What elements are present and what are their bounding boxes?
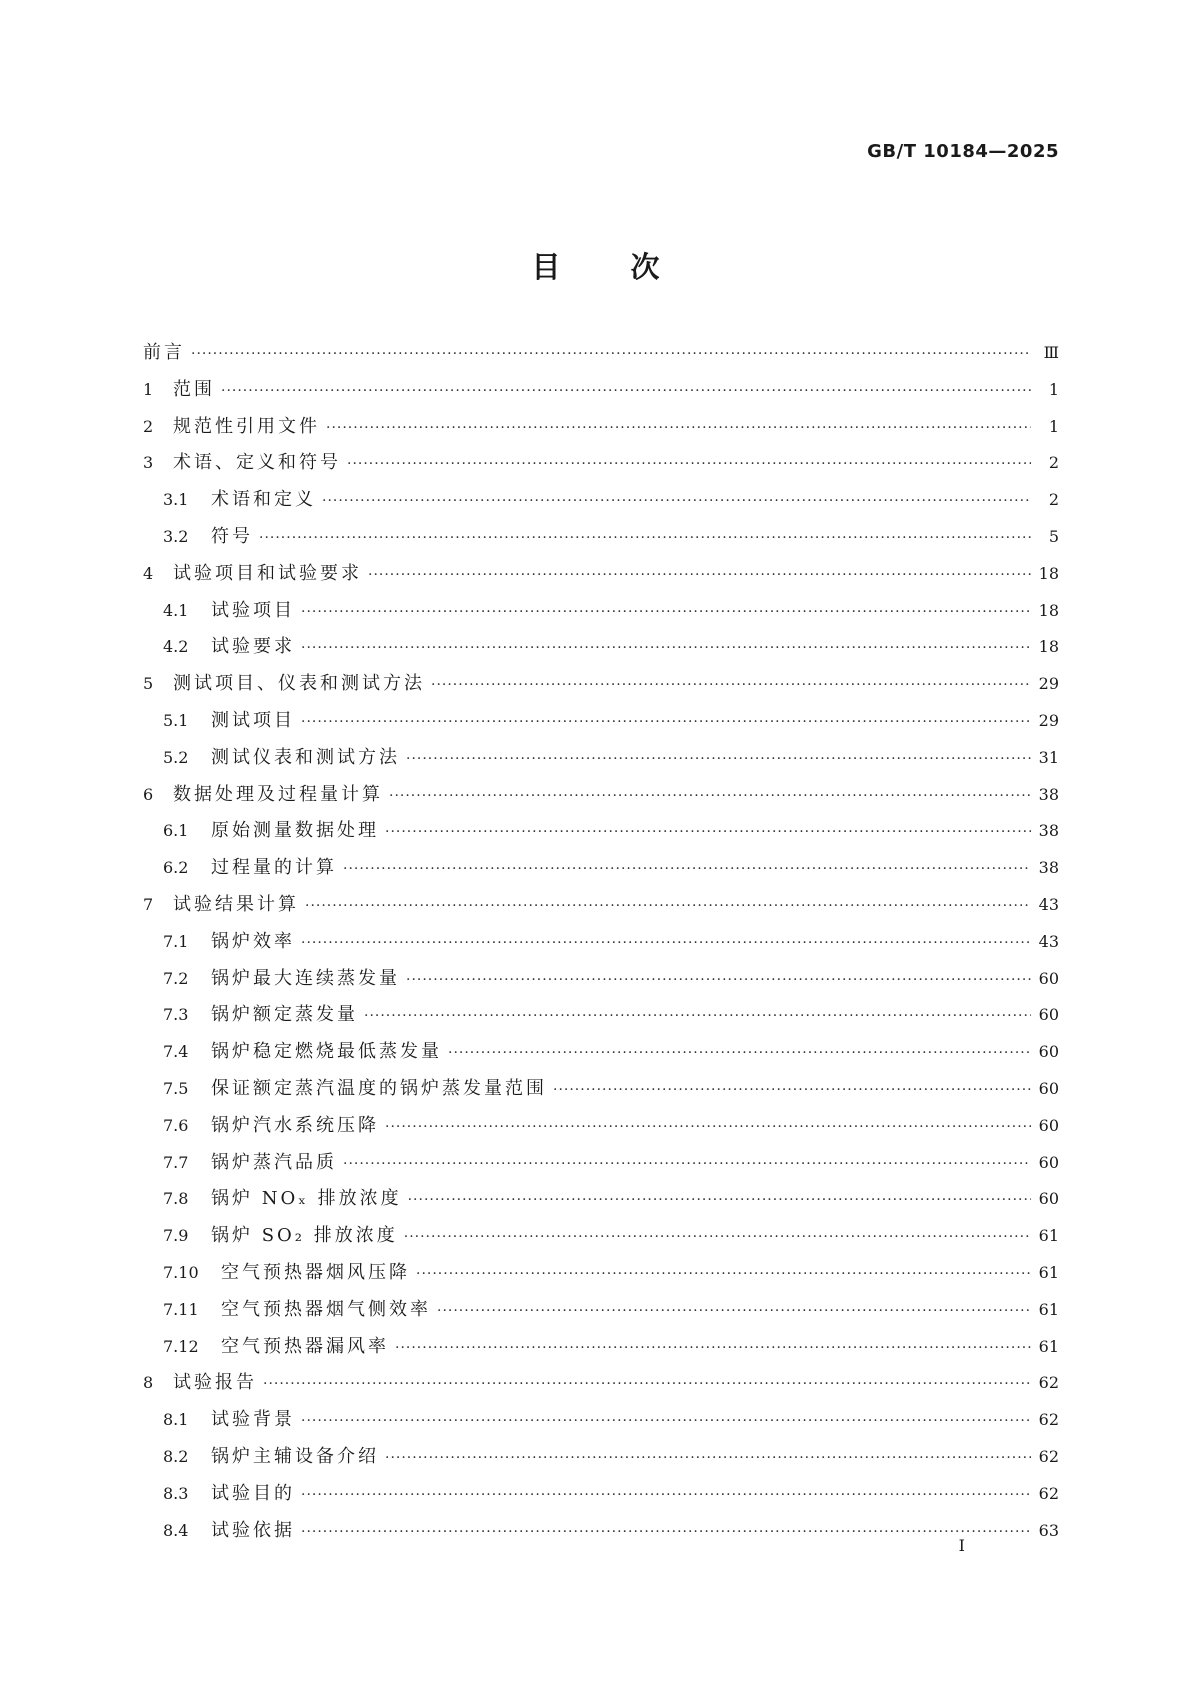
- toc-leader-dots: [431, 677, 1031, 693]
- toc-leader-dots: [385, 824, 1031, 840]
- toc-entry-label: 空气预热器烟风压降: [221, 1261, 410, 1283]
- toc-entry-number: 6.2: [163, 858, 189, 878]
- toc-leader-dots: [385, 1450, 1031, 1466]
- toc-entry-number: 8.3: [163, 1483, 189, 1503]
- toc-entry-page: 62: [1038, 1446, 1059, 1466]
- toc-entry[interactable]: [143, 669, 1059, 706]
- toc-entry-label: 试验要求: [211, 636, 295, 658]
- toc-entry-label: 符号: [211, 525, 253, 547]
- toc-entry-number: 7.3: [163, 1005, 189, 1025]
- toc-entry-number: 7.4: [163, 1042, 189, 1062]
- toc-entry-label: 测试仪表和测试方法: [211, 746, 400, 768]
- toc-entry-number: 7.5: [163, 1078, 189, 1098]
- toc-leader-dots: [263, 1376, 1031, 1392]
- toc-entry[interactable]: [143, 1221, 1059, 1258]
- toc-entry-page: 18: [1038, 563, 1059, 583]
- toc-entry-page: 29: [1038, 710, 1059, 730]
- toc-entry-page: 61: [1038, 1299, 1059, 1319]
- toc-leader-dots: [301, 714, 1031, 730]
- toc-entry-page: 38: [1038, 821, 1059, 841]
- toc-entry-number: 4.2: [163, 637, 189, 657]
- toc-entry[interactable]: [143, 1479, 1059, 1516]
- toc-entry-number: 3: [143, 453, 154, 473]
- toc-entry-number: 6: [143, 784, 154, 804]
- toc-leader-dots: [364, 1008, 1031, 1024]
- toc-entry-page: 62: [1038, 1373, 1059, 1393]
- toc-entry-page: 60: [1038, 1189, 1059, 1209]
- toc-entry[interactable]: [143, 448, 1059, 485]
- toc-entry-label: 锅炉额定蒸发量: [211, 1004, 358, 1026]
- toc-entry-label: 前言: [143, 342, 185, 363]
- toc-entry-number: 5: [143, 674, 154, 694]
- toc-entry-number: 8.4: [163, 1520, 189, 1540]
- toc-entry-page: 2: [1048, 490, 1059, 510]
- toc-entry-number: 8: [143, 1373, 154, 1393]
- toc-entry[interactable]: [143, 706, 1059, 743]
- toc-entry[interactable]: [143, 485, 1059, 522]
- page-title: [0, 245, 1191, 286]
- toc-entry[interactable]: [143, 1184, 1059, 1221]
- toc-entry-label: 试验结果计算: [173, 893, 299, 915]
- toc-leader-dots: [301, 935, 1031, 951]
- toc-entry-page: 62: [1038, 1483, 1059, 1503]
- toc-entry-label: 范围: [173, 378, 215, 400]
- toc-entry-page: 5: [1048, 526, 1059, 546]
- toc-entry-page: 18: [1038, 600, 1059, 620]
- toc-leader-dots: [322, 493, 1031, 509]
- toc-entry-label: 测试项目、仪表和测试方法: [173, 673, 425, 695]
- toc-entry-page: 1: [1048, 416, 1059, 436]
- toc-entry-number: 7.7: [163, 1152, 189, 1172]
- toc-leader-dots: [448, 1045, 1031, 1061]
- toc-entry-number: 5.1: [163, 710, 189, 730]
- toc-entry-page: 60: [1038, 1005, 1059, 1025]
- toc-entry[interactable]: [143, 1295, 1059, 1332]
- toc-entry[interactable]: [143, 1074, 1059, 1111]
- toc-entry-page: 63: [1038, 1520, 1059, 1540]
- toc-entry[interactable]: [143, 1332, 1059, 1369]
- toc-entry-label: 试验目的: [211, 1482, 295, 1504]
- toc-entry-page: 60: [1038, 1078, 1059, 1098]
- table-of-contents: [143, 338, 1059, 1552]
- toc-entry-label: 试验报告: [173, 1372, 257, 1394]
- toc-entry[interactable]: [143, 1368, 1059, 1405]
- toc-leader-dots: [301, 1524, 1031, 1540]
- toc-entry-page: 43: [1038, 931, 1059, 951]
- toc-entry-page: 38: [1038, 784, 1059, 804]
- toc-entry[interactable]: [143, 375, 1059, 412]
- toc-leader-dots: [326, 420, 1031, 436]
- title-char-2: 次: [630, 250, 660, 284]
- page-number: I: [958, 1536, 965, 1555]
- toc-entry-label: 保证额定蒸汽温度的锅炉蒸发量范围: [211, 1077, 547, 1099]
- toc-entry[interactable]: [143, 853, 1059, 890]
- toc-leader-dots: [301, 604, 1031, 620]
- toc-entry[interactable]: [143, 412, 1059, 449]
- title-char-1: 目: [531, 250, 561, 284]
- toc-leader-dots: [404, 1229, 1031, 1245]
- toc-leader-dots: [301, 1487, 1031, 1503]
- toc-entry-page: 43: [1038, 894, 1059, 914]
- toc-leader-dots: [406, 972, 1031, 988]
- toc-entry-label: 规范性引用文件: [173, 415, 320, 437]
- toc-entry-number: 3.2: [163, 526, 189, 546]
- toc-entry-number: 3.1: [163, 490, 189, 510]
- toc-leader-dots: [301, 1413, 1031, 1429]
- toc-entry-label: 试验项目: [211, 599, 295, 621]
- toc-entry[interactable]: [143, 1442, 1059, 1479]
- toc-entry-number: 7.9: [163, 1226, 189, 1246]
- toc-leader-dots: [305, 898, 1031, 914]
- toc-entry[interactable]: [143, 743, 1059, 780]
- toc-entry[interactable]: [143, 559, 1059, 596]
- toc-leader-dots: [385, 1119, 1031, 1135]
- toc-entry-page: 61: [1038, 1226, 1059, 1246]
- toc-entry-number: 4.1: [163, 600, 189, 620]
- toc-entry-label: 锅炉稳定燃烧最低蒸发量: [211, 1041, 442, 1063]
- toc-entry-label: 锅炉 NOₓ 排放浓度: [211, 1188, 402, 1210]
- toc-entry[interactable]: [143, 1516, 1059, 1553]
- toc-entry-label: 过程量的计算: [211, 857, 337, 879]
- toc-entry[interactable]: [143, 816, 1059, 853]
- toc-entry-label: 术语、定义和符号: [173, 452, 341, 474]
- toc-entry-number: 2: [143, 416, 154, 436]
- toc-leader-dots: [368, 567, 1031, 583]
- toc-entry-page: 31: [1038, 747, 1059, 767]
- toc-entry-label: 锅炉主辅设备介绍: [211, 1445, 379, 1467]
- toc-entry-page: 60: [1038, 1115, 1059, 1135]
- toc-entry-label: 空气预热器烟气侧效率: [221, 1298, 431, 1320]
- toc-leader-dots: [408, 1192, 1031, 1208]
- toc-entry-number: 7.6: [163, 1115, 189, 1135]
- toc-entry-page: 60: [1038, 1042, 1059, 1062]
- toc-entry-number: 4: [143, 563, 154, 583]
- toc-entry-label: 试验依据: [211, 1519, 295, 1541]
- toc-entry[interactable]: [143, 632, 1059, 669]
- toc-entry-number: 1: [143, 379, 154, 399]
- toc-entry-page: 60: [1038, 1152, 1059, 1172]
- toc-leader-dots: [553, 1082, 1031, 1098]
- toc-entry[interactable]: [143, 596, 1059, 633]
- toc-entry-page: 29: [1038, 674, 1059, 694]
- toc-entry-label: 空气预热器漏风率: [221, 1335, 389, 1357]
- toc-entry-page: 62: [1038, 1410, 1059, 1430]
- toc-entry[interactable]: [143, 890, 1059, 927]
- toc-entry-page: 2: [1048, 453, 1059, 473]
- toc-entry-number: 7.1: [163, 931, 189, 951]
- toc-entry-label: 锅炉 SO₂ 排放浓度: [211, 1225, 398, 1247]
- toc-entry[interactable]: [143, 964, 1059, 1001]
- toc-entry-number: 6.1: [163, 821, 189, 841]
- toc-entry-page: 1: [1048, 379, 1059, 399]
- standard-code: GB/T 10184—2025: [867, 141, 1059, 162]
- toc-entry[interactable]: [143, 1037, 1059, 1074]
- toc-leader-dots: [259, 530, 1031, 546]
- toc-entry-page: Ⅲ: [1043, 343, 1059, 362]
- toc-entry[interactable]: [143, 1111, 1059, 1148]
- toc-leader-dots: [416, 1266, 1031, 1282]
- toc-entry-page: 60: [1038, 968, 1059, 988]
- toc-entry[interactable]: [143, 338, 1059, 375]
- toc-entry[interactable]: [143, 1000, 1059, 1037]
- toc-entry-label: 数据处理及过程量计算: [173, 783, 383, 805]
- toc-entry-number: 5.2: [163, 747, 189, 767]
- toc-entry-number: 8.2: [163, 1446, 189, 1466]
- toc-leader-dots: [406, 751, 1031, 767]
- toc-entry[interactable]: [143, 522, 1059, 559]
- toc-entry[interactable]: [143, 927, 1059, 964]
- toc-entry-number: 7.11: [163, 1299, 199, 1319]
- toc-entry-number: 8.1: [163, 1410, 189, 1430]
- toc-leader-dots: [347, 456, 1031, 472]
- toc-entry[interactable]: [143, 1148, 1059, 1185]
- toc-leader-dots: [221, 383, 1031, 399]
- toc-entry-number: 7: [143, 894, 154, 914]
- toc-entry-label: 锅炉蒸汽品质: [211, 1151, 337, 1173]
- toc-entry-number: 7.8: [163, 1189, 189, 1209]
- toc-entry-label: 试验背景: [211, 1409, 295, 1431]
- toc-leader-dots: [395, 1340, 1031, 1356]
- toc-entry-page: 61: [1038, 1336, 1059, 1356]
- toc-leader-dots: [301, 640, 1031, 656]
- toc-entry-label: 术语和定义: [211, 489, 316, 511]
- toc-entry-page: 38: [1038, 858, 1059, 878]
- toc-leader-dots: [343, 1156, 1031, 1172]
- toc-entry-page: 61: [1038, 1262, 1059, 1282]
- toc-entry[interactable]: [143, 780, 1059, 817]
- toc-entry-number: 7.12: [163, 1336, 199, 1356]
- toc-entry-label: 测试项目: [211, 709, 295, 731]
- toc-leader-dots: [343, 861, 1031, 877]
- toc-leader-dots: [389, 788, 1031, 804]
- toc-entry-label: 锅炉效率: [211, 930, 295, 952]
- toc-entry-label: 锅炉汽水系统压降: [211, 1114, 379, 1136]
- toc-entry[interactable]: [143, 1405, 1059, 1442]
- toc-entry-label: 试验项目和试验要求: [173, 562, 362, 584]
- toc-entry[interactable]: [143, 1258, 1059, 1295]
- toc-entry-number: 7.10: [163, 1262, 199, 1282]
- toc-entry-number: 7.2: [163, 968, 189, 988]
- toc-leader-dots: [191, 346, 1031, 362]
- toc-leader-dots: [437, 1303, 1031, 1319]
- toc-entry-label: 原始测量数据处理: [211, 820, 379, 842]
- toc-entry-label: 锅炉最大连续蒸发量: [211, 967, 400, 989]
- toc-entry-page: 18: [1038, 637, 1059, 657]
